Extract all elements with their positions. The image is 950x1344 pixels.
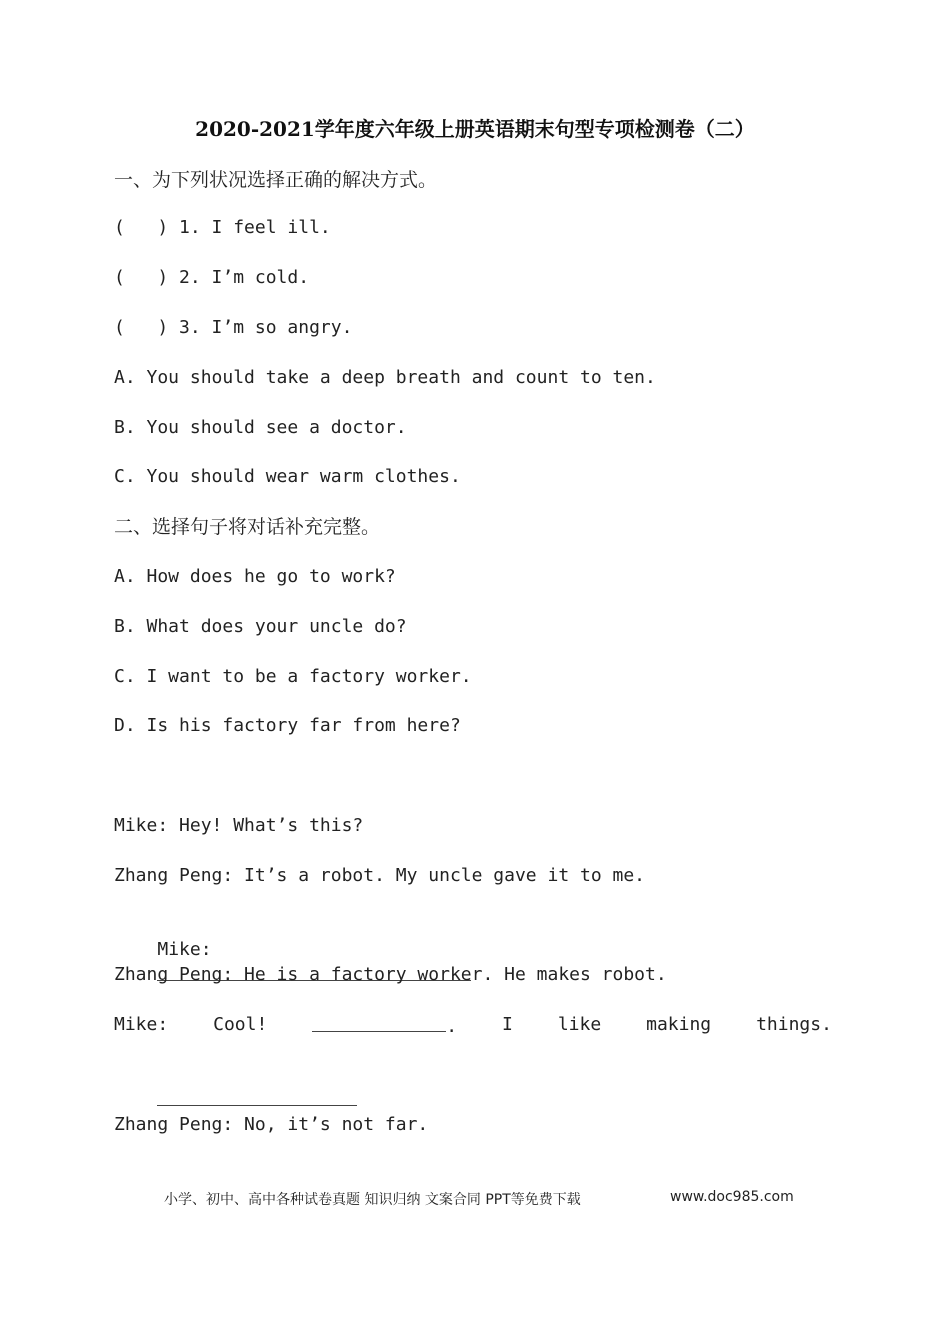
dialogue-word: like (557, 1014, 602, 1035)
dialogue-line-5 (114, 1013, 832, 1039)
dialogue-line-6: Zhang Peng: No, it’s not far. (114, 1114, 429, 1135)
footer-promo-text: 小学、初中、高中各种试卷真题 知识归纳 文案合同 PPT等免费下载 (164, 1192, 581, 1208)
s2-option-b: B. What does your uncle do? (114, 616, 407, 637)
s2-option-d: D. Is his factory far from here? (114, 715, 461, 736)
dialogue-word: Mike: (114, 1014, 169, 1035)
dialogue-word: I (502, 1014, 513, 1035)
option-b: B. You should see a doctor. (114, 417, 407, 438)
question-2: ( ) 2. I’m cold. (114, 267, 310, 288)
s2-option-c: C. I want to be a factory worker. (114, 666, 472, 687)
footer-website-link[interactable]: www.doc985.com (670, 1189, 794, 1205)
page-title: 2020-2021学年度六年级上册英语期末句型专项检测卷（二） (195, 117, 755, 141)
dialogue-word: things. (756, 1014, 832, 1035)
option-a: A. You should take a deep breath and count to ten. (114, 367, 656, 388)
answer-blank-3[interactable] (157, 1087, 357, 1106)
section-1-heading: 一、为下列状况选择正确的解决方式。 (114, 169, 438, 191)
dialogue-line-4: Zhang Peng: He is a factory worker. He makes robot. (114, 964, 667, 985)
dialogue-word: . (446, 1016, 458, 1037)
dialogue-speaker: Mike: (157, 939, 212, 960)
section-2-heading: 二、选择句子将对话补充完整。 (114, 516, 381, 538)
dialogue-word: Cool! (213, 1014, 268, 1035)
dialogue-line-2: Zhang Peng: It’s a robot. My uncle gave it to me. (114, 865, 646, 886)
question-1: ( ) 1. I feel ill. (114, 217, 331, 238)
dialogue-word: making (646, 1014, 712, 1035)
option-c: C. You should wear warm clothes. (114, 466, 461, 487)
dialogue-line-1: Mike: Hey! What’s this? (114, 815, 364, 836)
dialogue-blank-group (312, 1013, 457, 1039)
answer-blank-2[interactable] (312, 1013, 446, 1032)
s2-option-a: A. How does he go to work? (114, 566, 396, 587)
question-3: ( ) 3. I’m so angry. (114, 317, 353, 338)
